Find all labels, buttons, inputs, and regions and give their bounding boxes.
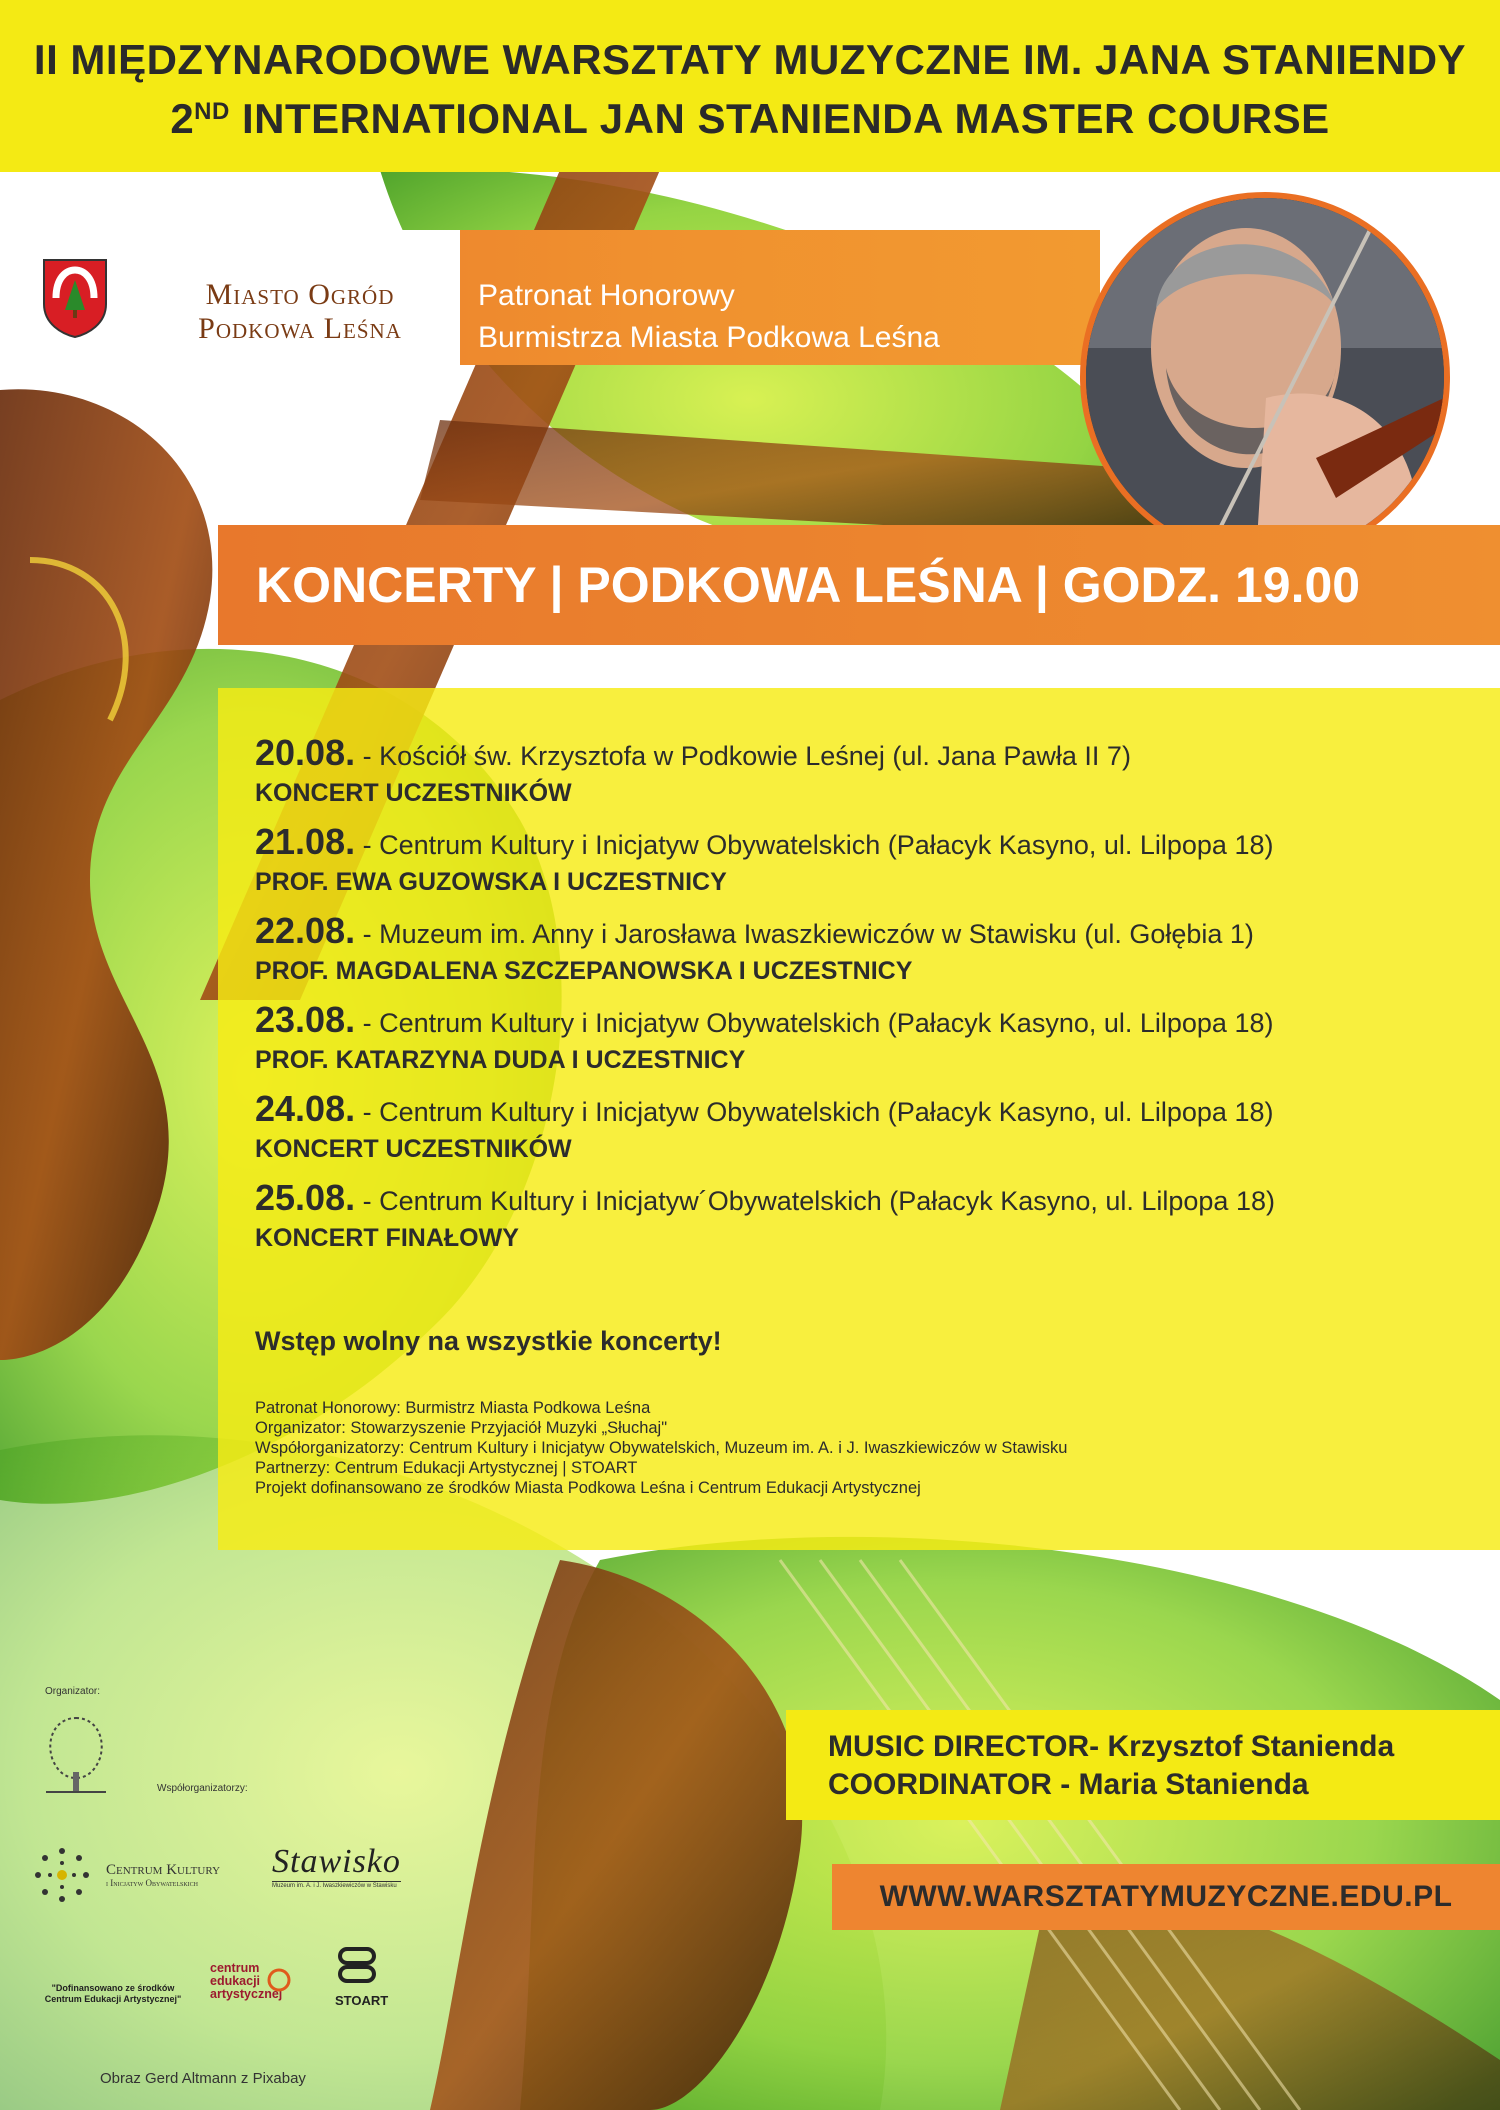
cea-circle-icon [267, 1968, 291, 1992]
photo-credit: Obraz Gerd Altmann z Pixabay [100, 2070, 306, 2087]
event-title: KONCERT FINAŁOWY [255, 1224, 519, 1252]
organizer-tree-logo-icon [40, 1712, 112, 1796]
event-place: - Centrum Kultury i Inicjatyw Obywatelskich (Pałacyk Kasyno, ul. Lilpopa 18) [362, 1097, 1274, 1127]
violinist-portrait [1080, 192, 1450, 562]
credits-block [255, 1398, 1455, 1498]
coordinator: COORDINATOR - Maria Stanienda [828, 1768, 1309, 1801]
event-item [255, 1178, 1485, 1255]
stawisko-wordmark: Stawisko [272, 1843, 401, 1880]
violinist-photo-icon [1086, 198, 1444, 556]
stoart-logo-icon [337, 1945, 377, 1985]
centrum-kultury-logo [106, 1862, 220, 1888]
event-title: PROF. EWA GUZOWSKA I UCZESTNICY [255, 868, 727, 896]
event-place: - Muzeum im. Anny i Jarosława Iwaszkiewiczów w Stawisku (ul. Gołębia 1) [362, 919, 1254, 949]
top-header [0, 0, 1500, 172]
credit-line: Projekt dofinansowano ze środków Miasta Podkowa Leśna i Centrum Edukacji Artystycznej [255, 1479, 921, 1497]
concert-schedule [255, 733, 1485, 1267]
funding-line2: Centrum Edukacji Artystycznej" [44, 1994, 182, 2004]
patronage-line2: Burmistrza Miasta Podkowa Leśna [478, 321, 940, 354]
title-polish: II MIĘDZYNARODOWE WARSZTATY MUZYCZNE IM. JANA STANIENDY [33, 36, 1467, 83]
event-item [255, 1000, 1485, 1077]
funding-note [38, 1983, 188, 2005]
event-title: KONCERT UCZESTNIKÓW [255, 779, 572, 807]
event-date: 21.08. [255, 821, 356, 862]
event-place: - Centrum Kultury i Inicjatyw Obywatelskich (Pałacyk Kasyno, ul. Lilpopa 18) [362, 1008, 1274, 1038]
event-place: - Centrum Kultury i Inicjatyw Obywatelskich (Pałacyk Kasyno, ul. Lilpopa 18) [362, 830, 1274, 860]
stoart-wordmark: STOART [335, 1993, 389, 2008]
patronage-text [478, 275, 1078, 359]
cea-line3: artystycznej [210, 1987, 283, 2001]
centrum-kultury-subtitle: i Inicjatyw Obywatelskich [106, 1878, 198, 1888]
title-english [0, 86, 1500, 145]
town-name-line2: Podkowa Leśna [198, 312, 402, 345]
event-place: - Kościół św. Krzysztofa w Podkowie Leśnej (ul. Jana Pawła II 7) [362, 741, 1131, 771]
free-entry-note: Wstęp wolny na wszystkie koncerty! [255, 1326, 722, 1356]
town-name-line1: Miasto Ogród [205, 278, 395, 311]
credit-line: Organizator: Stowarzyszenie Przyjaciół Muzyki „Słuchaj" [255, 1419, 668, 1437]
event-title: KONCERT UCZESTNIKÓW [255, 1135, 572, 1163]
cea-line2: edukacji [210, 1974, 261, 1988]
event-item [255, 911, 1485, 988]
event-date: 25.08. [255, 1177, 356, 1218]
website-box[interactable] [832, 1864, 1500, 1930]
event-title: PROF. MAGDALENA SZCZEPANOWSKA I UCZESTNICY [255, 957, 913, 985]
patronage-line1: Patronat Honorowy [478, 279, 735, 312]
cea-line1: centrum [210, 1961, 260, 1975]
title-english-number: 2 [170, 95, 195, 142]
stawisko-subtitle: Muzeum im. A. i J. Iwaszkiewiczów w Stawisku [272, 1881, 401, 1889]
credit-line: Patronat Honorowy: Burmistrz Miasta Podkowa Leśna [255, 1399, 651, 1417]
event-item [255, 733, 1485, 810]
funding-line1: "Dofinansowano ze środków [51, 1983, 175, 1993]
event-date: 20.08. [255, 732, 356, 773]
concerts-title: KONCERTY | PODKOWA LEŚNA | GODZ. 19.00 [256, 557, 1361, 613]
credit-line: Współorganizatorzy: Centrum Kultury i Inicjatyw Obywatelskich, Muzeum im. A. i J. Iwaszkiewiczów w Stawisku [255, 1439, 1068, 1457]
title-english-rest: INTERNATIONAL JAN STANIENDA MASTER COURSE [242, 95, 1330, 142]
centrum-kultury-name: Centrum Kultury [106, 1862, 221, 1878]
credit-line: Partnerzy: Centrum Edukacji Artystycznej | STOART [255, 1459, 638, 1477]
coorganizers-label: Współorganizatorzy: [157, 1783, 248, 1794]
event-item [255, 1089, 1485, 1166]
directors-box [786, 1710, 1500, 1820]
event-date: 22.08. [255, 910, 356, 951]
event-date: 23.08. [255, 999, 356, 1040]
event-item [255, 822, 1485, 899]
stawisko-logo [272, 1843, 401, 1889]
event-title: PROF. KATARZYNA DUDA I UCZESTNICY [255, 1046, 746, 1074]
organizer-label: Organizator: [45, 1686, 101, 1697]
centrum-kultury-star-icon [30, 1843, 94, 1907]
town-name [150, 278, 450, 346]
website-link[interactable]: WWW.WARSZTATYMUZYCZNE.EDU.PL [879, 1880, 1453, 1913]
event-date: 24.08. [255, 1088, 356, 1129]
coat-of-arms-icon [42, 258, 108, 338]
event-place: - Centrum Kultury i Inicjatyw´Obywatelskich (Pałacyk Kasyno, ul. Lilpopa 18) [362, 1186, 1275, 1216]
music-director: MUSIC DIRECTOR- Krzysztof Stanienda [828, 1730, 1395, 1763]
title-english-ordinal: ND [194, 98, 230, 125]
